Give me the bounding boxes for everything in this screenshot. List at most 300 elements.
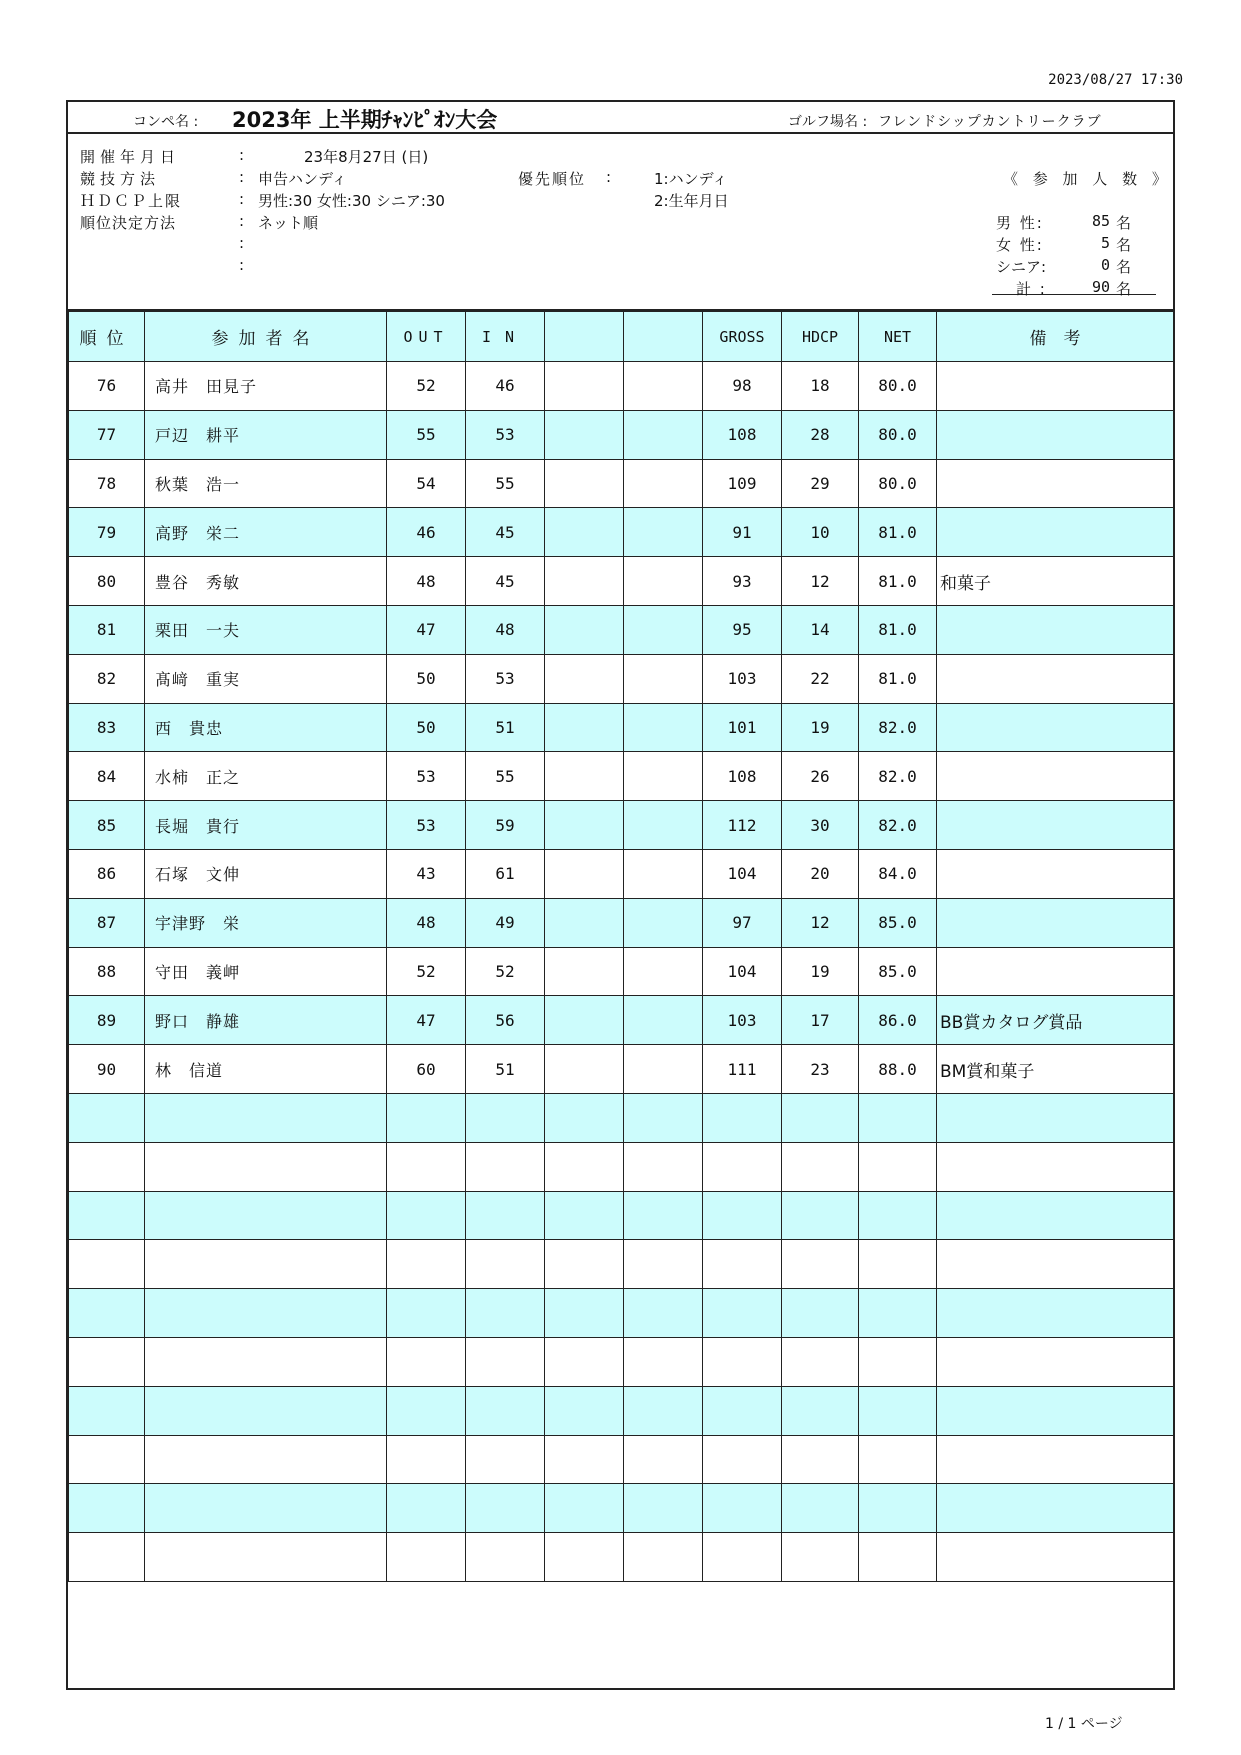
empty-row xyxy=(69,1386,1174,1435)
cell-empty xyxy=(703,1240,782,1289)
cell-empty xyxy=(545,1289,624,1338)
cell-net: 82.0 xyxy=(859,703,937,752)
table-row xyxy=(69,654,1174,703)
cell-gross: 108 xyxy=(703,752,782,801)
cell-hdcp: 19 xyxy=(782,703,859,752)
cell-in: 53 xyxy=(466,410,545,459)
date-label: 開催年月日 xyxy=(80,148,181,166)
cell-empty xyxy=(624,1142,703,1191)
cell-in: 56 xyxy=(466,996,545,1045)
cell-out: 50 xyxy=(387,703,466,752)
count-unit: 名 xyxy=(1116,236,1132,254)
cell-out: 52 xyxy=(387,362,466,411)
cell-empty xyxy=(859,1240,937,1289)
colon: : xyxy=(239,146,245,164)
male-count: 85 xyxy=(1091,212,1110,230)
score-table xyxy=(68,311,1174,1582)
compe-name-label: コンペ名 : xyxy=(133,114,199,130)
cell-empty xyxy=(387,1435,466,1484)
title-bar xyxy=(68,102,1173,134)
cell-in: 52 xyxy=(466,947,545,996)
cell-rank: 81 xyxy=(69,605,145,654)
cell-empty xyxy=(937,1435,1174,1484)
cell-in: 51 xyxy=(466,1045,545,1094)
cell-empty xyxy=(545,1191,624,1240)
cell-empty xyxy=(624,1386,703,1435)
cell-empty xyxy=(703,1142,782,1191)
cell-empty xyxy=(466,1289,545,1338)
cell-empty xyxy=(466,1484,545,1533)
cell-empty xyxy=(937,1142,1174,1191)
col-net: NET xyxy=(859,312,937,362)
table-row xyxy=(69,605,1174,654)
cell-name: 石塚 文伸 xyxy=(145,849,387,898)
empty-row xyxy=(69,1191,1174,1240)
cell-empty xyxy=(545,1533,624,1582)
cell-empty xyxy=(782,1289,859,1338)
hdcp-limit-value: 男性:30 女性:30 シニア:30 xyxy=(258,192,445,210)
cell-gross: 97 xyxy=(703,898,782,947)
cell-in: 55 xyxy=(466,459,545,508)
table-row xyxy=(69,947,1174,996)
cell-note xyxy=(937,410,1174,459)
female-label: 女 性: xyxy=(996,236,1044,254)
cell-empty xyxy=(545,605,624,654)
cell-hdcp: 19 xyxy=(782,947,859,996)
cell-empty xyxy=(545,508,624,557)
cell-empty xyxy=(859,1142,937,1191)
results-sheet xyxy=(66,100,1175,1690)
cell-net: 81.0 xyxy=(859,605,937,654)
cell-out: 46 xyxy=(387,508,466,557)
count-unit: 名 xyxy=(1116,258,1132,276)
table-row xyxy=(69,801,1174,850)
cell-empty xyxy=(782,1386,859,1435)
cell-gross: 101 xyxy=(703,703,782,752)
cell-empty xyxy=(545,1386,624,1435)
col-gross: GROSS xyxy=(703,312,782,362)
colon: : xyxy=(239,212,245,230)
cell-out: 53 xyxy=(387,752,466,801)
cell-rank: 87 xyxy=(69,898,145,947)
cell-empty xyxy=(703,1533,782,1582)
cell-name: 戸辺 耕平 xyxy=(145,410,387,459)
cell-empty xyxy=(466,1240,545,1289)
col-rank: 順位 xyxy=(69,312,145,362)
empty-row xyxy=(69,1289,1174,1338)
cell-empty xyxy=(937,1337,1174,1386)
empty-row xyxy=(69,1435,1174,1484)
cell-name: 高井 田見子 xyxy=(145,362,387,411)
cell-empty xyxy=(466,1337,545,1386)
cell-rank: 90 xyxy=(69,1045,145,1094)
cell-empty xyxy=(545,752,624,801)
col-player-name: 参加者名 xyxy=(145,312,387,362)
cell-note xyxy=(937,654,1174,703)
cell-empty xyxy=(624,849,703,898)
cell-name: 栗田 一夫 xyxy=(145,605,387,654)
priority-item: 1:ハンディ xyxy=(654,170,728,188)
cell-gross: 93 xyxy=(703,557,782,606)
cell-net: 86.0 xyxy=(859,996,937,1045)
cell-name: 野口 静雄 xyxy=(145,996,387,1045)
cell-empty xyxy=(624,1045,703,1094)
cell-rank: 85 xyxy=(69,801,145,850)
cell-out: 52 xyxy=(387,947,466,996)
cell-out: 54 xyxy=(387,459,466,508)
rank-method-label: 順位決定方法 xyxy=(80,214,177,232)
cell-hdcp: 29 xyxy=(782,459,859,508)
empty-row xyxy=(69,1337,1174,1386)
cell-rank: 89 xyxy=(69,996,145,1045)
cell-gross: 91 xyxy=(703,508,782,557)
cell-empty xyxy=(545,1142,624,1191)
cell-out: 48 xyxy=(387,557,466,606)
cell-empty xyxy=(545,410,624,459)
cell-name: 秋葉 浩一 xyxy=(145,459,387,508)
cell-empty xyxy=(624,703,703,752)
count-unit: 名 xyxy=(1116,214,1132,232)
cell-empty xyxy=(937,1386,1174,1435)
empty-row xyxy=(69,1533,1174,1582)
cell-empty xyxy=(545,801,624,850)
count-unit: 名 xyxy=(1116,280,1132,298)
cell-empty xyxy=(624,362,703,411)
total-label: 計 : xyxy=(1016,280,1047,298)
cell-empty xyxy=(545,557,624,606)
cell-empty xyxy=(624,1289,703,1338)
cell-empty xyxy=(937,1191,1174,1240)
cell-empty xyxy=(145,1142,387,1191)
cell-empty xyxy=(624,1484,703,1533)
cell-empty xyxy=(624,1533,703,1582)
cell-net: 80.0 xyxy=(859,410,937,459)
cell-hdcp: 10 xyxy=(782,508,859,557)
course-name: フレンドシップカントリークラブ xyxy=(878,114,1102,130)
cell-empty xyxy=(624,1435,703,1484)
cell-out: 55 xyxy=(387,410,466,459)
cell-empty xyxy=(69,1386,145,1435)
cell-empty xyxy=(145,1191,387,1240)
cell-net: 81.0 xyxy=(859,654,937,703)
page-number: 1 / 1 ページ xyxy=(1045,1716,1123,1732)
cell-empty xyxy=(624,459,703,508)
cell-empty xyxy=(782,1191,859,1240)
cell-note xyxy=(937,849,1174,898)
cell-empty xyxy=(703,1484,782,1533)
compe-name: 2023年 上半期ﾁｬﾝﾋﾟｵﾝ大会 xyxy=(232,108,498,132)
table-row xyxy=(69,557,1174,606)
cell-name: 水柿 正之 xyxy=(145,752,387,801)
cell-net: 80.0 xyxy=(859,459,937,508)
cell-gross: 109 xyxy=(703,459,782,508)
cell-empty xyxy=(624,1093,703,1142)
cell-empty xyxy=(466,1533,545,1582)
cell-gross: 111 xyxy=(703,1045,782,1094)
cell-empty xyxy=(145,1093,387,1142)
cell-out: 43 xyxy=(387,849,466,898)
cell-empty xyxy=(387,1240,466,1289)
cell-net: 81.0 xyxy=(859,508,937,557)
female-count: 5 xyxy=(1100,234,1110,252)
cell-empty xyxy=(145,1435,387,1484)
cell-empty xyxy=(782,1337,859,1386)
cell-note xyxy=(937,362,1174,411)
cell-name: 西 貴忠 xyxy=(145,703,387,752)
priority-label: 優先順位 xyxy=(518,170,587,188)
cell-empty xyxy=(545,1484,624,1533)
cell-net: 88.0 xyxy=(859,1045,937,1094)
cell-empty xyxy=(545,654,624,703)
cell-out: 47 xyxy=(387,605,466,654)
cell-name: 宇津野 栄 xyxy=(145,898,387,947)
male-label: 男 性: xyxy=(996,214,1044,232)
cell-note xyxy=(937,605,1174,654)
cell-note xyxy=(937,898,1174,947)
empty-row xyxy=(69,1142,1174,1191)
cell-empty xyxy=(69,1142,145,1191)
cell-gross: 103 xyxy=(703,654,782,703)
cell-net: 82.0 xyxy=(859,752,937,801)
cell-hdcp: 18 xyxy=(782,362,859,411)
cell-empty xyxy=(545,1045,624,1094)
cell-empty xyxy=(859,1191,937,1240)
cell-empty xyxy=(69,1289,145,1338)
cell-in: 51 xyxy=(466,703,545,752)
cell-empty xyxy=(69,1337,145,1386)
cell-empty xyxy=(937,1289,1174,1338)
cell-in: 45 xyxy=(466,508,545,557)
cell-note xyxy=(937,703,1174,752)
participant-count-title: 《 参 加 人 数 》 xyxy=(1003,170,1172,188)
cell-rank: 88 xyxy=(69,947,145,996)
cell-empty xyxy=(624,752,703,801)
cell-empty xyxy=(466,1093,545,1142)
cell-empty xyxy=(545,703,624,752)
cell-empty xyxy=(624,654,703,703)
table-row xyxy=(69,1045,1174,1094)
col-hdcp: HDCP xyxy=(782,312,859,362)
empty-row xyxy=(69,1240,1174,1289)
cell-name: 守田 義岬 xyxy=(145,947,387,996)
cell-empty xyxy=(145,1386,387,1435)
cell-gross: 95 xyxy=(703,605,782,654)
colon: : xyxy=(239,190,245,208)
cell-hdcp: 12 xyxy=(782,898,859,947)
cell-empty xyxy=(387,1484,466,1533)
cell-empty xyxy=(859,1337,937,1386)
cell-empty xyxy=(782,1435,859,1484)
colon: : xyxy=(606,168,612,186)
empty-row xyxy=(69,1093,1174,1142)
cell-gross: 112 xyxy=(703,801,782,850)
cell-empty xyxy=(782,1484,859,1533)
cell-empty xyxy=(466,1386,545,1435)
cell-in: 59 xyxy=(466,801,545,850)
cell-note xyxy=(937,459,1174,508)
cell-empty xyxy=(937,1240,1174,1289)
cell-empty xyxy=(387,1337,466,1386)
cell-in: 61 xyxy=(466,849,545,898)
table-row xyxy=(69,996,1174,1045)
table-row xyxy=(69,849,1174,898)
cell-note xyxy=(937,947,1174,996)
cell-note xyxy=(937,508,1174,557)
cell-hdcp: 17 xyxy=(782,996,859,1045)
cell-gross: 108 xyxy=(703,410,782,459)
cell-empty xyxy=(624,1191,703,1240)
cell-empty xyxy=(937,1093,1174,1142)
cell-hdcp: 12 xyxy=(782,557,859,606)
cell-empty xyxy=(545,947,624,996)
cell-empty xyxy=(859,1533,937,1582)
cell-net: 80.0 xyxy=(859,362,937,411)
cell-hdcp: 20 xyxy=(782,849,859,898)
cell-rank: 80 xyxy=(69,557,145,606)
table-row xyxy=(69,898,1174,947)
table-row xyxy=(69,508,1174,557)
cell-empty xyxy=(69,1533,145,1582)
cell-gross: 98 xyxy=(703,362,782,411)
cell-name: 髙﨑 重実 xyxy=(145,654,387,703)
cell-rank: 77 xyxy=(69,410,145,459)
cell-empty xyxy=(624,898,703,947)
cell-empty xyxy=(624,996,703,1045)
cell-empty xyxy=(782,1093,859,1142)
total-count: 90 xyxy=(1091,278,1110,296)
cell-empty xyxy=(545,1435,624,1484)
senior-label: シニア: xyxy=(996,258,1047,276)
method-value: 申告ハンディ xyxy=(258,170,347,188)
cell-net: 85.0 xyxy=(859,947,937,996)
cell-empty xyxy=(859,1289,937,1338)
cell-empty xyxy=(624,947,703,996)
cell-in: 55 xyxy=(466,752,545,801)
cell-hdcp: 28 xyxy=(782,410,859,459)
cell-name: 豊谷 秀敏 xyxy=(145,557,387,606)
cell-note xyxy=(937,752,1174,801)
cell-note: BM賞和菓子 xyxy=(937,1045,1174,1094)
cell-empty xyxy=(624,557,703,606)
cell-empty xyxy=(782,1533,859,1582)
cell-name: 長堀 貴行 xyxy=(145,801,387,850)
cell-empty xyxy=(624,605,703,654)
cell-out: 60 xyxy=(387,1045,466,1094)
cell-net: 84.0 xyxy=(859,849,937,898)
table-row xyxy=(69,459,1174,508)
cell-out: 48 xyxy=(387,898,466,947)
cell-empty xyxy=(624,1240,703,1289)
cell-gross: 104 xyxy=(703,849,782,898)
cell-note xyxy=(937,801,1174,850)
priority-item: 2:生年月日 xyxy=(654,192,729,210)
cell-empty xyxy=(859,1093,937,1142)
cell-net: 82.0 xyxy=(859,801,937,850)
cell-note: 和菓子 xyxy=(937,557,1174,606)
cell-empty xyxy=(782,1240,859,1289)
col-blank xyxy=(545,312,624,362)
cell-empty xyxy=(145,1533,387,1582)
cell-empty xyxy=(387,1142,466,1191)
cell-in: 46 xyxy=(466,362,545,411)
cell-empty xyxy=(145,1240,387,1289)
cell-net: 85.0 xyxy=(859,898,937,947)
cell-empty xyxy=(145,1337,387,1386)
cell-empty xyxy=(545,362,624,411)
cell-empty xyxy=(387,1386,466,1435)
cell-empty xyxy=(703,1191,782,1240)
cell-empty xyxy=(466,1191,545,1240)
cell-empty xyxy=(545,459,624,508)
cell-out: 53 xyxy=(387,801,466,850)
cell-rank: 84 xyxy=(69,752,145,801)
cell-rank: 82 xyxy=(69,654,145,703)
cell-gross: 103 xyxy=(703,996,782,1045)
cell-in: 49 xyxy=(466,898,545,947)
print-timestamp: 2023/08/27 17:30 xyxy=(1048,72,1183,88)
cell-empty xyxy=(387,1093,466,1142)
cell-empty xyxy=(387,1191,466,1240)
cell-out: 47 xyxy=(387,996,466,1045)
cell-empty xyxy=(703,1093,782,1142)
cell-empty xyxy=(69,1484,145,1533)
cell-empty xyxy=(624,410,703,459)
cell-empty xyxy=(703,1386,782,1435)
cell-empty xyxy=(545,1337,624,1386)
col-remarks: 備 考 xyxy=(937,312,1174,362)
colon: : xyxy=(239,234,245,252)
cell-name: 高野 栄二 xyxy=(145,508,387,557)
cell-empty xyxy=(545,849,624,898)
cell-rank: 83 xyxy=(69,703,145,752)
cell-empty xyxy=(387,1533,466,1582)
cell-empty xyxy=(782,1142,859,1191)
cell-empty xyxy=(859,1386,937,1435)
empty-row xyxy=(69,1484,1174,1533)
table-row xyxy=(69,410,1174,459)
cell-in: 45 xyxy=(466,557,545,606)
cell-empty xyxy=(545,898,624,947)
cell-out: 50 xyxy=(387,654,466,703)
cell-empty xyxy=(545,1093,624,1142)
cell-empty xyxy=(937,1533,1174,1582)
cell-empty xyxy=(69,1093,145,1142)
table-row xyxy=(69,752,1174,801)
cell-empty xyxy=(859,1435,937,1484)
cell-empty xyxy=(145,1484,387,1533)
cell-empty xyxy=(466,1142,545,1191)
col-in: IN xyxy=(466,312,545,362)
cell-in: 48 xyxy=(466,605,545,654)
table-row xyxy=(69,703,1174,752)
senior-count: 0 xyxy=(1100,256,1110,274)
colon: : xyxy=(239,168,245,186)
cell-empty xyxy=(703,1435,782,1484)
cell-empty xyxy=(703,1337,782,1386)
cell-empty xyxy=(624,1337,703,1386)
cell-empty xyxy=(937,1484,1174,1533)
cell-empty xyxy=(387,1289,466,1338)
cell-empty xyxy=(69,1191,145,1240)
table-row xyxy=(69,362,1174,411)
date-value: 23年8月27日 (日) xyxy=(304,148,429,166)
cell-empty xyxy=(466,1435,545,1484)
cell-hdcp: 26 xyxy=(782,752,859,801)
table-header-row xyxy=(69,312,1174,362)
course-name-label: ゴルフ場名 : xyxy=(788,114,868,130)
cell-note: BB賞カタログ賞品 xyxy=(937,996,1174,1045)
cell-empty xyxy=(703,1289,782,1338)
